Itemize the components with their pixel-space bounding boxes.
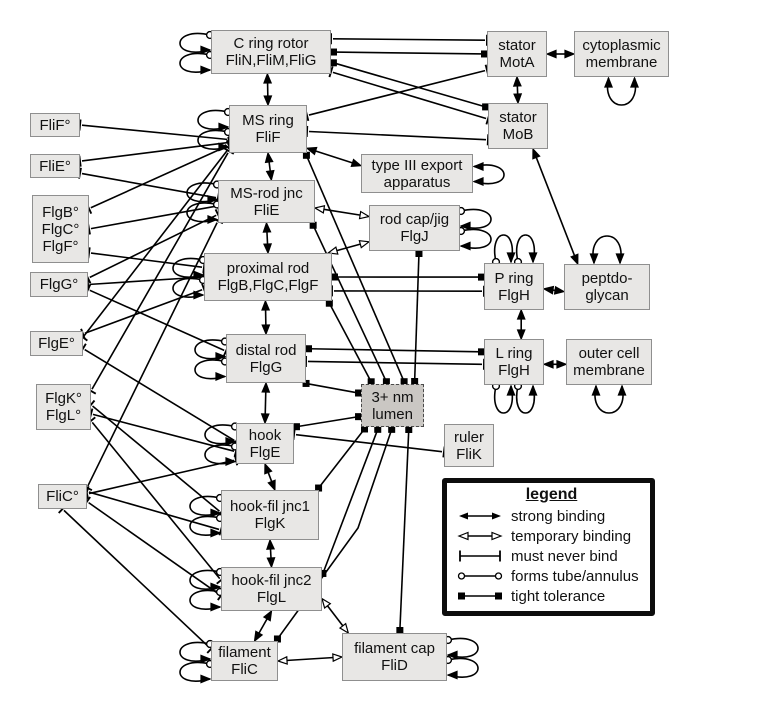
node-filament-cap (342, 633, 447, 681)
node-label: L ring (495, 345, 533, 362)
node-label: apparatus (383, 173, 451, 191)
node-label: MS ring (242, 112, 294, 129)
node-label: FliF° (39, 116, 71, 134)
node-label: filament (218, 644, 271, 661)
node-label: glycan (585, 287, 629, 304)
node-lumen (361, 384, 424, 427)
node-label: FlgC° (41, 220, 80, 238)
node-distal-rod (226, 334, 306, 383)
node-hook-filament-junction-1 (221, 490, 319, 540)
node-ms-rod-junction (218, 180, 315, 223)
node-label: FliC (231, 661, 258, 678)
must-never-bind-symbol-icon (457, 549, 503, 563)
node-label: FliK (456, 445, 482, 463)
legend-title: legend (525, 486, 578, 503)
node-ruler-flik (444, 424, 494, 467)
node-flif-unfolded (30, 113, 80, 137)
node-peptidoglycan (564, 264, 650, 310)
node-label: FlgH (498, 286, 530, 304)
legend-label: forms tube/annulus (511, 567, 639, 585)
node-label: FliN,FliM,FliG (225, 52, 317, 69)
node-label: FliE° (39, 157, 71, 175)
legend-label: must never bind (511, 547, 618, 565)
node-label: distal rod (235, 341, 297, 359)
node-label: FliE (253, 201, 280, 219)
node-label: FlgE° (38, 335, 75, 352)
legend-item-temporary-binding (457, 526, 646, 546)
node-ms-ring (229, 105, 307, 153)
node-outer-cell-membrane (566, 339, 652, 385)
node-label: hook-fil jnc2 (231, 572, 312, 589)
node-label: membrane (573, 362, 645, 379)
legend-label: tight tolerance (511, 587, 606, 605)
node-label: peptdo- (581, 270, 633, 287)
node-l-ring (484, 339, 544, 385)
node-label: hook-fil jnc1 (229, 498, 311, 515)
node-label: FliC° (46, 488, 79, 505)
node-filament (211, 641, 278, 681)
node-cytoplasmic-membrane (574, 31, 669, 77)
tight-tolerance-symbol-icon (457, 589, 503, 603)
node-label: C ring rotor (233, 35, 309, 52)
node-hook (236, 423, 294, 464)
legend-label: temporary binding (511, 527, 632, 545)
node-label: stator (499, 109, 537, 126)
node-flgbcf-unfolded (32, 195, 89, 263)
node-flgkl-unfolded (36, 384, 91, 430)
node-label: MoB (502, 126, 534, 143)
node-label: MS-rod jnc (230, 184, 303, 202)
node-flge-unfolded (30, 331, 83, 356)
strong-binding-symbol-icon (457, 509, 503, 523)
node-label: filament cap (354, 640, 435, 657)
node-label: FlgG (249, 358, 283, 376)
node-label: type III export (371, 156, 463, 174)
node-stator-mota (487, 31, 547, 77)
legend-box (442, 478, 655, 616)
node-label: FlgH (498, 362, 530, 379)
node-label: lumen (372, 405, 413, 423)
node-label: FlgK (254, 515, 286, 532)
node-label: FlgB° (42, 203, 79, 221)
node-label: outer cell (578, 345, 640, 362)
legend-item-strong-binding (457, 506, 646, 526)
legend-item-forms-tube-annulus (457, 566, 646, 586)
node-flie-unfolded (30, 154, 80, 178)
temporary-binding-symbol-icon (457, 529, 503, 543)
node-label: rod cap/jig (379, 211, 450, 228)
node-label: stator (498, 37, 536, 54)
node-proximal-rod (204, 253, 332, 301)
legend-item-tight-tolerance (457, 586, 646, 606)
node-label: MotA (499, 54, 535, 71)
node-type-iii-export-apparatus (361, 154, 473, 193)
node-label: FlgL (256, 589, 287, 606)
node-label: FlgG° (39, 276, 79, 293)
node-label: P ring (494, 269, 534, 287)
node-rod-cap-jig (369, 205, 460, 251)
legend-item-must-never-bind (457, 546, 646, 566)
node-label: hook (248, 426, 282, 444)
node-label: FliD (381, 657, 408, 674)
node-stator-mob (488, 103, 548, 149)
node-label: cytoplasmic (582, 37, 661, 54)
node-label: FlgJ (400, 228, 429, 245)
node-p-ring (484, 263, 544, 310)
node-label: FlgE (249, 443, 281, 461)
node-label: 3+ nm (371, 388, 414, 406)
node-label: proximal rod (226, 260, 310, 277)
node-flgg-unfolded (30, 272, 88, 297)
forms-tube-annulus-symbol-icon (457, 569, 503, 583)
node-c-ring-rotor (211, 30, 331, 74)
node-hook-filament-junction-2 (221, 567, 322, 611)
node-label: membrane (585, 54, 658, 71)
node-label: FlgK° (45, 390, 82, 407)
node-label: FliF (255, 129, 281, 146)
node-label: ruler (453, 428, 484, 446)
node-label: FlgB,FlgC,FlgF (217, 277, 319, 294)
node-flic-unfolded (38, 484, 87, 509)
node-label: FlgF° (42, 237, 79, 255)
legend-label: strong binding (511, 507, 606, 525)
node-label: FlgL° (45, 407, 82, 424)
